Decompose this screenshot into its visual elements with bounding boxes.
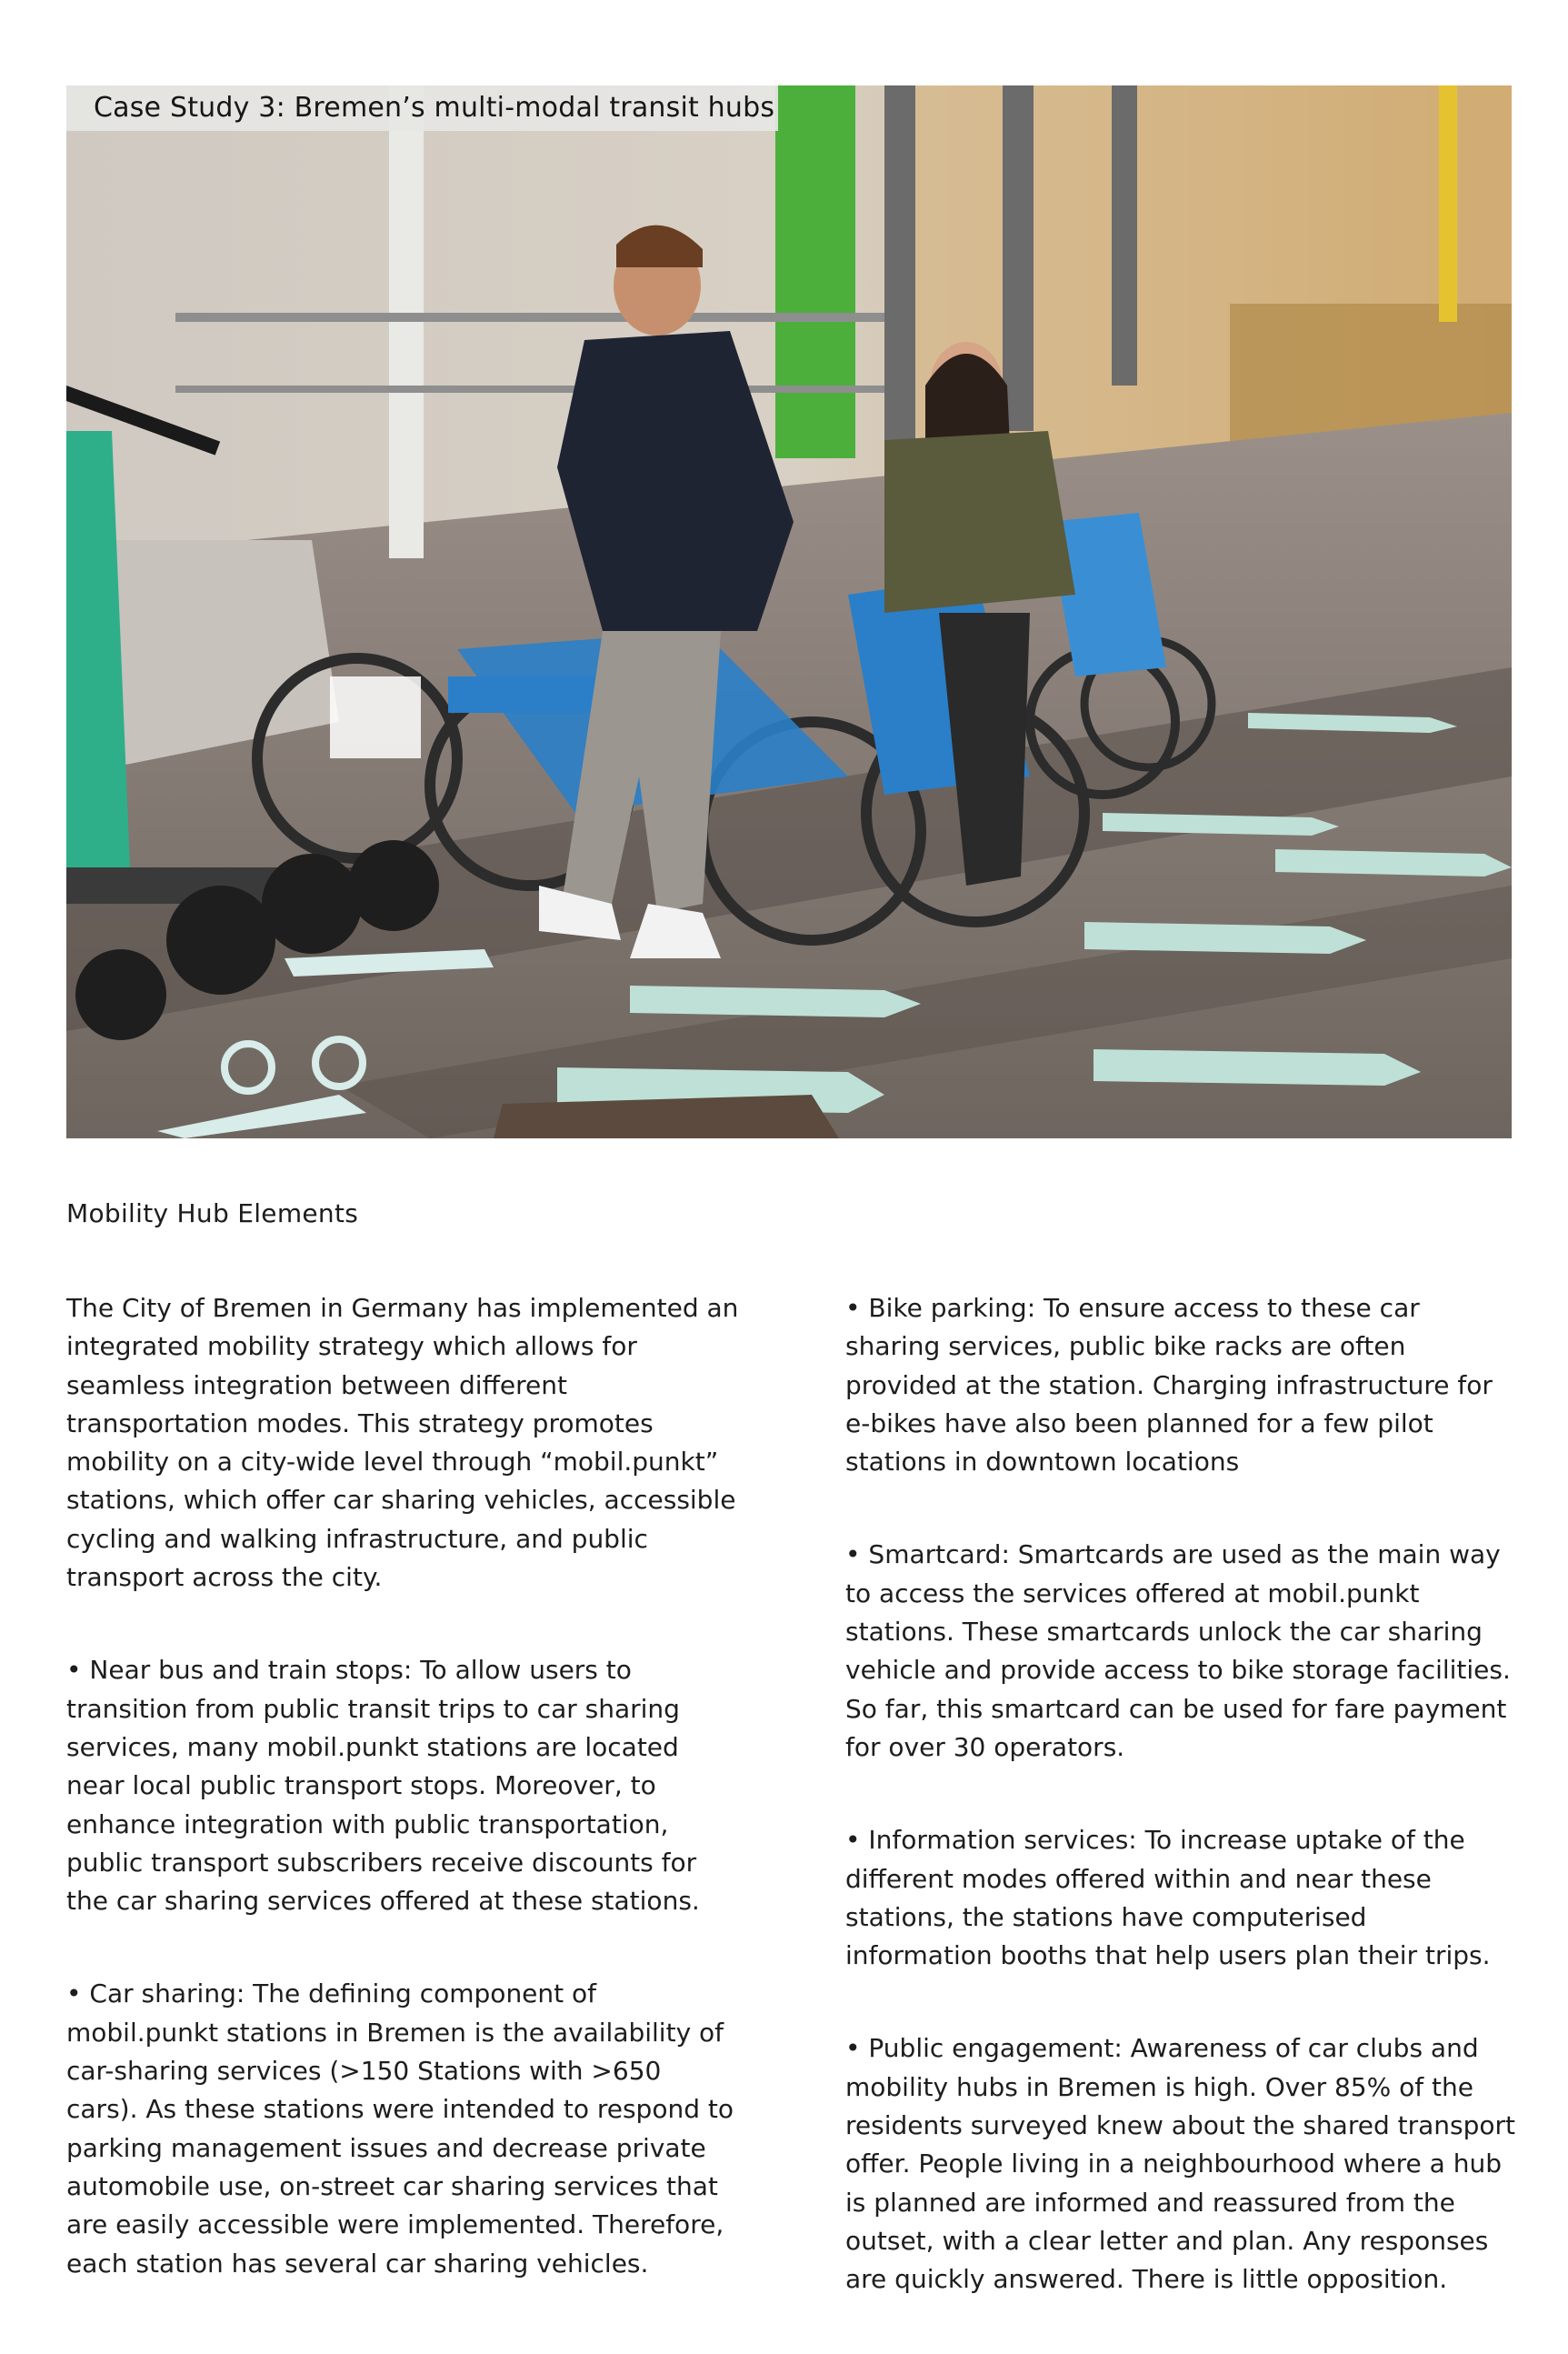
bullet-information-services: • Information services: To increase uptake of the different modes offered within and near these stations, the stations have computerised information booths that help users plan their trips.	[845, 1825, 1491, 1971]
green-station-pillar	[775, 85, 855, 458]
pavement-marking	[630, 986, 921, 1017]
bullet-public-engagement: • Public engagement: Awareness of car clubs and mobility hubs in Bremen is high. Over 85% of the residents surveyed knew about the shared transport offer. People living in a neighbourhood where a hub is planned are informed and reassured from the outset, with a clear letter and plan. Any responses are quickly answered. There is little opposition.	[845, 2033, 1516, 2295]
bullet-smartcard: • Smartcard: Smartcards are used as the main way to access the services offered at mobil.punkt stations. These smartcards unlock the car sharing vehicle and provide access to bike storage facilities. So far, this smartcard can be used for fare payment for over 30 operators.	[845, 1539, 1511, 1762]
section-heading: Mobility Hub Elements	[66, 1198, 359, 1228]
intro-paragraph: The City of Bremen in Germany has implemented an integrated mobility strategy which allows for seamless integration between different transportation modes. This strategy promotes mobility on a city-wide level through “mobil.punkt” stations, which offer car sharing vehicles, accessible cycling and walking infrastructure, and public transport across the city.	[66, 1293, 739, 1593]
bullet-bike-parking: • Bike parking: To ensure access to these car sharing services, public bike racks are often provided at the station. Charging infrastructure for e-bikes have also been planned for a few pilot stations in downtown locations	[845, 1293, 1493, 1478]
bullet-near-bus-train-stops: • Near bus and train stops: To allow users to transition from public transit trips to car sharing services, many mobil.punkt stations are located near local public transport stops. Moreover, to enhance integration with public transportation, public transport subscribers receive discounts for the car sharing services offered at these stations.	[66, 1655, 700, 1917]
left-column	[66, 1289, 739, 2338]
photo-illustration	[66, 85, 1512, 1138]
mobility-hub-photo	[66, 85, 1512, 1138]
bullet-car-sharing: • Car sharing: The defining component of mobil.punkt stations in Bremen is the availability of car-sharing services (>150 Stations with >650 cars). As these stations were intended to respond to parking management issues and decrease private automobile use, on-street car sharing services that are easily accessible were implemented. Therefore, each station has several car sharing vehicles.	[66, 1978, 734, 2279]
right-column	[845, 1289, 1518, 2354]
photo-caption: Case Study 3: Bremen’s multi-modal transit hubs	[66, 85, 778, 131]
